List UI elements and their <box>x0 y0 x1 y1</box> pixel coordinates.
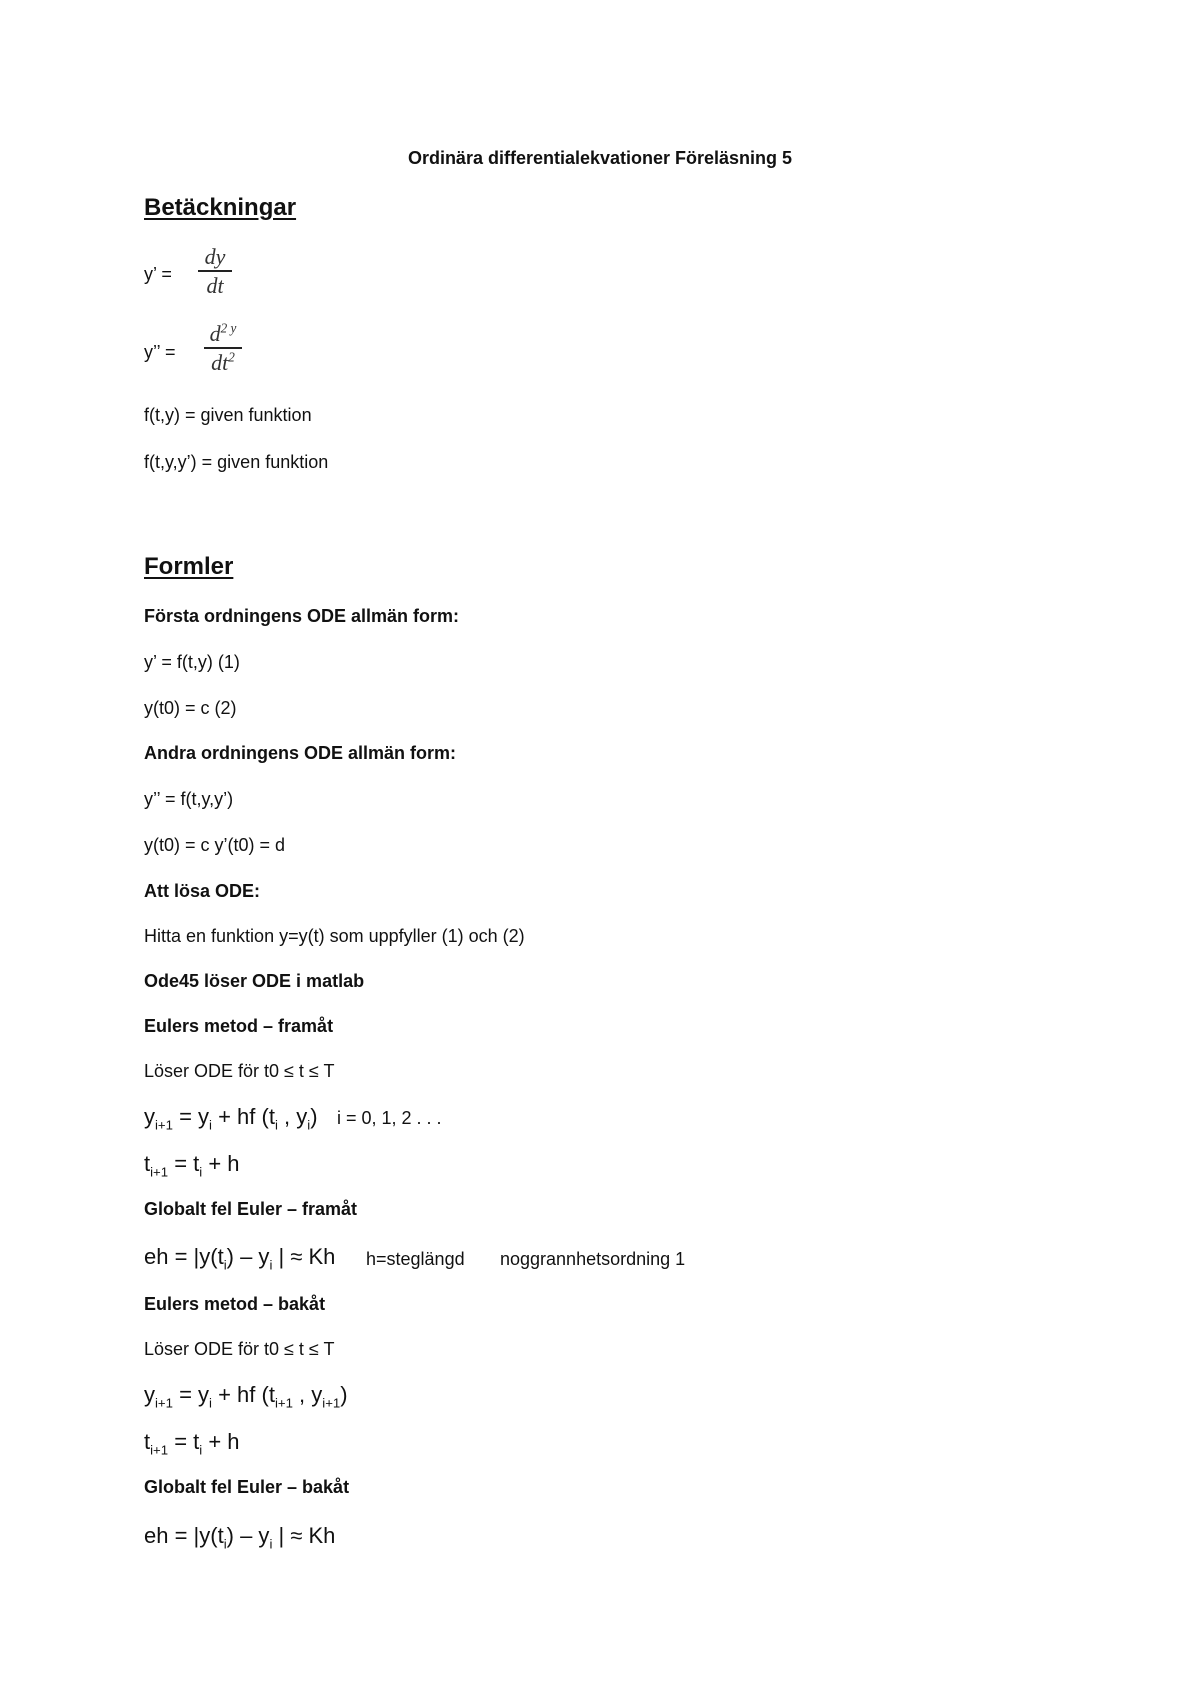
solve-heading: Att lösa ODE: <box>144 881 261 901</box>
euler-forward-t-step <box>144 1151 240 1180</box>
subscript: i <box>199 1164 203 1180</box>
symbol: + hf (t <box>211 1382 275 1407</box>
symbol: , y <box>277 1104 308 1129</box>
symbol: , y <box>292 1382 323 1407</box>
subscript: i+1 <box>150 1164 169 1180</box>
solve-text: Hitta en funktion y=y(t) som uppfyller (1) och (2) <box>144 926 525 946</box>
subscript: i <box>199 1442 203 1458</box>
subscript: i+1 <box>274 1395 293 1411</box>
euler-backward-error-heading: Globalt fel Euler – bakåt <box>144 1477 350 1497</box>
subscript: i <box>209 1117 212 1133</box>
subscript: i+1 <box>155 1117 173 1133</box>
numerator-base: d <box>209 321 221 346</box>
order-note: noggrannhetsordning 1 <box>500 1249 686 1269</box>
euler-backward-heading: Eulers metod – bakåt <box>144 1294 326 1314</box>
subscript: i+1 <box>322 1395 341 1411</box>
subscript: i <box>223 1257 227 1273</box>
second-order-heading: Andra ordningens ODE allmän form: <box>144 743 457 763</box>
euler-forward-y-step <box>144 1104 318 1133</box>
euler-forward-domain: Löser ODE för t0 ≤ t ≤ T <box>144 1061 335 1081</box>
symbol: + h <box>202 1151 240 1176</box>
fraction-bar <box>204 347 242 349</box>
euler-backward-y-step <box>144 1382 348 1411</box>
denominator-base: dt <box>211 349 229 375</box>
denominator-exponent: 2 <box>228 349 235 365</box>
subscript: i <box>274 1117 278 1133</box>
symbol: eh = |y(t <box>144 1523 224 1548</box>
symbol: y <box>144 1382 155 1407</box>
y-prime-label: y’ = <box>144 264 172 284</box>
euler-forward-error <box>144 1244 336 1273</box>
numerator-exponent: 2 y <box>220 320 237 336</box>
subscript: i+1 <box>150 1442 169 1458</box>
subscript: i <box>269 1257 273 1273</box>
symbol: eh = |y(t <box>144 1244 224 1269</box>
subscript: i <box>209 1395 212 1411</box>
y-second-denominator <box>204 351 242 374</box>
subscript: i <box>269 1536 273 1552</box>
subscript: i+1 <box>155 1395 173 1411</box>
f-definition-2: f(t,y,y’) = given funktion <box>144 452 329 472</box>
symbol: t <box>144 1429 151 1454</box>
y-prime-denominator: dt <box>206 272 224 298</box>
symbol: = t <box>168 1429 200 1454</box>
notation-heading: Betäckningar <box>144 194 297 221</box>
symbol: ) – y <box>226 1523 270 1548</box>
euler-forward-error-heading: Globalt fel Euler – framåt <box>144 1199 358 1219</box>
euler-forward-index-range: i = 0, 1, 2 . . . <box>337 1108 442 1128</box>
symbol: = t <box>168 1151 200 1176</box>
y-second-numerator <box>204 322 242 345</box>
fraction-bar <box>198 270 232 272</box>
step-length-note: h=steglängd <box>366 1249 465 1269</box>
subscript: i <box>223 1536 227 1552</box>
formulas-heading: Formler <box>144 553 234 580</box>
euler-forward-heading: Eulers metod – framåt <box>144 1016 334 1036</box>
first-order-equation-2: y(t0) = c (2) <box>144 698 237 718</box>
symbol: | ≈ Kh <box>272 1244 336 1269</box>
y-second-fraction <box>204 322 242 374</box>
euler-backward-domain: Löser ODE för t0 ≤ t ≤ T <box>144 1339 335 1359</box>
second-order-equation-1: y’’ = f(t,y,y’) <box>144 789 234 809</box>
y-prime-fraction <box>198 245 232 297</box>
euler-backward-t-step <box>144 1429 240 1458</box>
subscript: i <box>307 1117 311 1133</box>
symbol: + hf (t <box>211 1104 275 1129</box>
second-order-equation-2: y(t0) = c y’(t0) = d <box>144 835 286 855</box>
symbol: = y <box>172 1104 210 1129</box>
symbol: ) <box>310 1104 318 1129</box>
symbol: | ≈ Kh <box>272 1523 336 1548</box>
f-definition-1: f(t,y) = given funktion <box>144 405 312 425</box>
first-order-equation-1: y’ = f(t,y) (1) <box>144 652 240 672</box>
document-title: Ordinära differentialekvationer Föreläsning 5 <box>407 148 793 168</box>
euler-backward-error <box>144 1523 336 1552</box>
symbol: ) <box>340 1382 348 1407</box>
symbol: + h <box>202 1429 240 1454</box>
symbol: = y <box>172 1382 210 1407</box>
first-order-heading: Första ordningens ODE allmän form: <box>144 606 460 626</box>
symbol: ) – y <box>226 1244 270 1269</box>
y-second-label: y’’ = <box>144 342 176 362</box>
y-prime-numerator: dy <box>204 244 226 269</box>
ode45-note: Ode45 löser ODE i matlab <box>144 971 365 991</box>
symbol: y <box>144 1104 155 1129</box>
symbol: t <box>144 1151 151 1176</box>
